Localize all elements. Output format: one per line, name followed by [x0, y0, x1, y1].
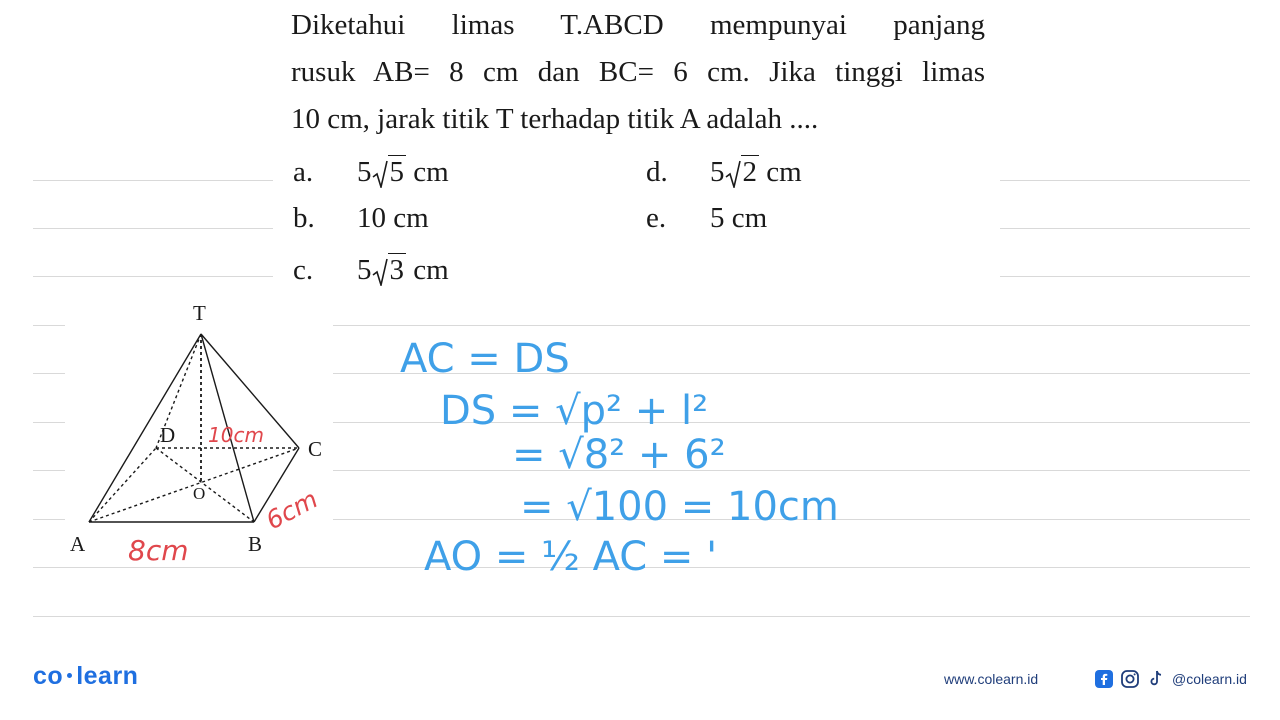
annotation-bc: 6cm [261, 484, 323, 536]
question-text [291, 2, 985, 143]
footer-social [1094, 668, 1247, 690]
work-line-2: DS = √p² + l² [440, 388, 709, 434]
annotation-ab: 8cm [128, 534, 189, 567]
work-line-3: = √8² + 6² [512, 432, 726, 478]
edge-ta [89, 334, 201, 522]
edge-ad [89, 448, 156, 522]
option-d-value: 5 2 cm [710, 156, 802, 188]
label-d: D [160, 423, 176, 447]
option-c-letter: c. [293, 254, 314, 286]
social-handle[interactable]: @colearn.id [1172, 671, 1247, 687]
option-a-value: 5 5 cm [357, 156, 449, 188]
label-a: A [70, 532, 86, 556]
option-b-value: 10 cm [357, 202, 429, 234]
handwritten-solution [380, 320, 840, 600]
label-b: B [248, 532, 263, 556]
option-e-value: 5 cm [710, 202, 768, 234]
work-line-5: AO = ½ AC = ' [424, 534, 718, 580]
tiktok-icon[interactable] [1146, 669, 1166, 689]
label-c: C [308, 437, 323, 461]
instagram-icon[interactable] [1120, 669, 1140, 689]
question-line-2: rusuk AB= 8 cm dan BC= 6 cm. Jika tinggi limas [291, 56, 985, 88]
option-e-letter: e. [646, 202, 667, 234]
question-line-1: Diketahui limas T.ABCD mempunyai panjang [291, 9, 985, 41]
annotation-height: 10cm [208, 423, 264, 447]
option-d-letter: d. [646, 156, 668, 188]
pyramid-figure [60, 298, 360, 568]
work-line-4: = √100 = 10cm [520, 484, 839, 530]
option-a-letter: a. [293, 156, 314, 188]
footer-url[interactable]: www.colearn.id [944, 671, 1039, 687]
label-o: O [193, 484, 206, 503]
work-line-1: AC = DS [400, 336, 570, 382]
option-b-letter: b. [293, 202, 315, 234]
option-c-value: 5 3 cm [357, 254, 449, 286]
colearn-logo[interactable]: co learn [33, 662, 139, 690]
facebook-icon[interactable] [1094, 669, 1114, 689]
label-t: T [193, 301, 206, 325]
question-line-3: 10 cm, jarak titik T terhadap titik A adalah .... [291, 103, 819, 135]
